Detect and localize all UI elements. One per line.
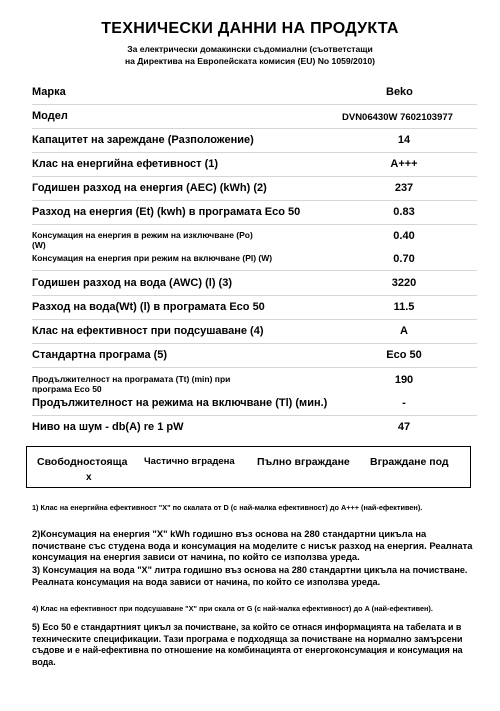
footnote-4: 4) Клас на ефективност при подсушаване "X" при скала от G (с най-малка ефективност) до A (най-ефективен). xyxy=(32,604,433,613)
spec-value-off-mode-power: 0.40 xyxy=(393,230,415,242)
spec-value-capacity: 14 xyxy=(397,134,411,146)
spec-label-program-water: Разход на вода(Wt) (l) в програмата Eco 50 xyxy=(32,301,265,313)
installation-selected-mark: x xyxy=(86,472,92,483)
spec-value-left-on-power: 0.70 xyxy=(393,253,415,265)
page-subtitle-line-2: на Директива на Европейската комисия (EU) No 1059/2010) xyxy=(124,56,376,66)
row-separator xyxy=(32,200,477,201)
row-separator xyxy=(32,152,477,153)
page-title: ТЕХНИЧЕСКИ ДАННИ НА ПРОДУКТА xyxy=(101,20,399,37)
page-subtitle-line-1: За електрически домакински съдомиални (съответстащи xyxy=(127,44,373,54)
spec-label-program-duration-line-1: Продължителност на програмата (Tt) (min) при xyxy=(32,374,231,384)
installation-option-fully-built-in: Пълно вграждане xyxy=(257,456,350,468)
row-separator xyxy=(32,176,477,177)
spec-label-off-mode-power-line-2: (W) xyxy=(32,240,46,250)
row-separator xyxy=(32,270,477,271)
spec-label-energy-class: Клас на енергийна ефетивност (1) xyxy=(32,158,219,170)
spec-label-noise: Ниво на шум - db(A) re 1 pW xyxy=(32,421,184,433)
row-separator xyxy=(32,295,477,296)
row-separator xyxy=(32,343,477,344)
spec-label-annual-water: Годишен разход на вода (AWC) (l) (3) xyxy=(32,277,232,289)
spec-value-left-on-duration: - xyxy=(402,397,406,409)
spec-label-left-on-power: Консумация на енергия при режим на включване (Pl) (W) xyxy=(32,253,273,263)
spec-value-model: DVN06430W 7602103977 xyxy=(342,112,453,123)
spec-label-drying-class: Клас на ефективност при подсушаване (4) xyxy=(32,325,264,337)
footnote-1: 1) Клас на енергийна ефективност "X" по скалата от D (с най-малка ефективност) до A+++ (най-ефективен). xyxy=(32,503,423,512)
row-separator xyxy=(32,415,477,416)
spec-label-annual-energy: Годишен разход на енергия (AEC) (kWh) (2) xyxy=(32,182,267,194)
spec-label-model: Модел xyxy=(32,110,68,122)
spec-value-brand: Beko xyxy=(386,86,413,98)
spec-value-standard-program: Eco 50 xyxy=(386,349,422,361)
spec-value-program-energy: 0.83 xyxy=(393,206,415,218)
spec-label-capacity: Капацитет на зареждане (Разположение) xyxy=(32,134,254,146)
row-separator xyxy=(32,104,477,105)
row-separator xyxy=(32,128,477,129)
installation-option-partially-built-in: Частично вградена xyxy=(144,456,235,467)
spec-value-annual-water: 3220 xyxy=(391,277,417,289)
spec-label-left-on-duration: Продължителност на режима на включване (Tl) (мин.) xyxy=(32,397,328,409)
installation-type-box xyxy=(26,446,471,488)
footnote-2: 2)Консумация на енергия "X" kWh годишно въз основа на 280 стандартни цикъла на почистване със студена вода и консумация на моделите с нисък разход на енергия. Реалната консумация на енергия зависи от начина, по който се използва уреда. xyxy=(32,528,473,562)
footnote-5: 5) Eco 50 е стандартният цикъл за почистване, за който се отнася информацията на табелата и в техническите спецификации. Тази програма е подходяща за почистване на нормално замърсени съдове и е най-ефективна по отношение на комбинацията от енергоконсумация и консумация на вода. xyxy=(32,622,463,667)
footnote-3: 3) Консумация на вода "X" литра годишно въз основа на 280 стандартни цикъла на почистване. Реалната консумация на вода зависи от начина, по който се използва уреда. xyxy=(32,565,468,587)
row-separator xyxy=(32,319,477,320)
spec-value-noise: 47 xyxy=(397,421,411,433)
spec-label-program-energy: Разход на енергия (Et) (kwh) в програмата Eco 50 xyxy=(32,206,301,218)
row-separator xyxy=(32,224,477,225)
spec-label-brand: Марка xyxy=(32,86,66,98)
spec-value-annual-energy: 237 xyxy=(394,182,414,194)
spec-value-drying-class: A xyxy=(400,325,408,337)
spec-label-program-duration-line-2: програма Eco 50 xyxy=(32,384,102,394)
spec-label-standard-program: Стандартна програма (5) xyxy=(32,349,168,361)
row-separator xyxy=(32,367,477,368)
installation-option-freestanding: Свободностояща xyxy=(37,456,128,468)
spec-label-off-mode-power-line-1: Консумация на енергия в режим на изключване (Po) xyxy=(32,230,253,240)
installation-option-built-under: Вграждане под xyxy=(370,456,449,468)
spec-value-program-duration: 190 xyxy=(394,374,414,386)
spec-value-energy-class: A+++ xyxy=(390,158,418,170)
spec-value-program-water: 11.5 xyxy=(393,301,415,313)
